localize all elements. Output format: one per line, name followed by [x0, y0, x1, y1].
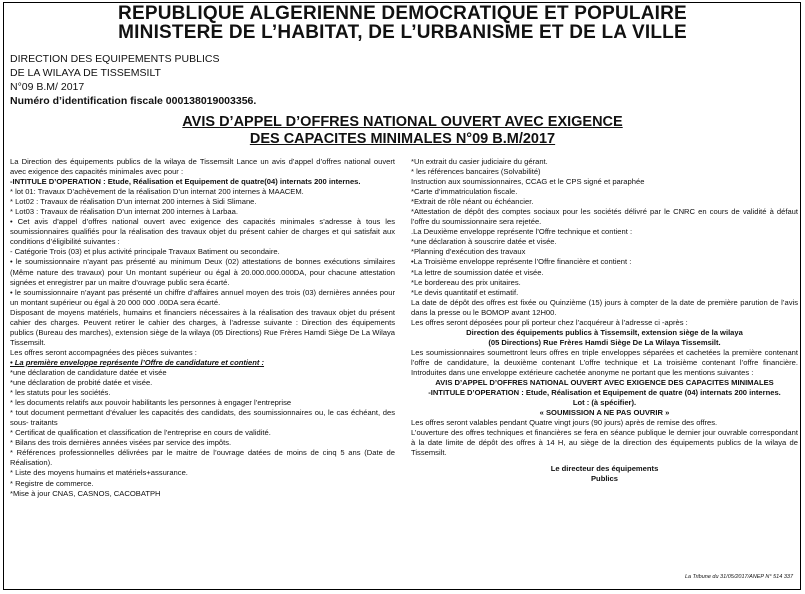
envelope-mention-4: « SOUMISSION A NE PAS OUVRIR » [539, 408, 670, 418]
doc-item: *Un extrait du casier judiciaire du gérant. [411, 157, 548, 166]
right-column [411, 157, 798, 485]
doc-item: * les statuts pour les sociétés. [10, 388, 111, 398]
envelope-mention-3: Lot : (à spécifier). [572, 398, 637, 408]
publication-reference: La Tribune du 31/05/2017/ANEP N° 514 337 [685, 574, 793, 580]
means-paragraph: Disposant de moyens matériels, humains et financiers nécessaires à la réalisation des travaux objet du présent cahier des charges. Peuvent retirer le cahier des charges, à l’adresse suivante : Direction des équipements publics (Bureau des marches), extension siège de la wilaya (05 Directions) Rue Frères Hamdi Siège De La Wilaya Tissemsilt. [10, 307, 395, 347]
doc-item: *Le devis quantitatif et estimatif. [411, 287, 519, 297]
doc-item: *Extrait de rôle néant ou échéancier. [411, 197, 534, 207]
notice-title-2: DES CAPACITES MINIMALES N°09 B.M/2017 [249, 131, 556, 147]
doc-item: *Carte d’immatriculation fiscale. [411, 187, 518, 197]
signatory-2: Publics [590, 474, 618, 484]
deadline-paragraph: La date de dépôt des offres est fixée ou Quinzième (15) jours à compter de la date de première parution de l’avis dans la presse ou le BOMOP avant 12H00. [411, 297, 798, 317]
envelope-mention-1: AVIS D’APPEL D’OFFRES NATIONAL OUVERT AVEC EXIGENCE DES CAPACITES MINIMALES [435, 378, 774, 388]
envelopes-paragraph: Les soumissionnaires soumettront leurs offres en triple enveloppes séparées et cachetées la première contenant l’offre de candidature, la deuxième contenant L’offre technique et La troisième contenant l’offre financière. Introduites dans une enveloppe extérieure cachetée anonyme ne portant que les mentions suivantes : [411, 347, 798, 377]
third-envelope-heading: •La Troisième enveloppe représente l’Offre financière et contient : [411, 257, 632, 267]
attestation-requirement: • le soumissionnaire n’ayant pas présenté au minimum Deux (02) attestations de bonnes exécutions similaires (Même nature des travaux) pour Un montant supérieur ou égal à 20.000.000.000DA, pour chacune attestation signées et enregistrer par un maitre d’ouvrage public sera écarté. [10, 257, 395, 287]
validity-paragraph: Les offres seront valables pendant Quatre vingt jours (90 jours) après de remise des offres. [411, 418, 718, 428]
documents-intro: Les offres seront accompagnées des pièces suivantes : [10, 347, 197, 357]
deposit-address-1: Direction des équipements publics à Tissemsilt, extension siège de la wilaya [466, 327, 743, 337]
doc-item: *Planning d’exécution des travaux [411, 247, 526, 257]
left-column [10, 157, 395, 499]
signatory-1: Le directeur des équipements [550, 464, 659, 474]
turnover-requirement: • le soumissionnaire n’ayant pas présenté un chiffre d’affaires annuel moyen des trois (03) dernières années pour un montant supérieur ou égal à 20 000 000 .00DA sera écarté. [10, 287, 395, 307]
second-envelope-heading: .La Deuxième enveloppe représente l’Offre technique et contient : [411, 227, 633, 237]
lot-3: * Lot03 : Travaux de réalisation D’un internat 200 internes à Larbaa. [10, 207, 238, 217]
doc-item: * Bilans des trois dernières années visées par service des impôts. [10, 438, 232, 448]
doc-item: *Le bordereau des prix unitaires. [411, 277, 521, 287]
doc-item: * Liste des moyens humains et matériels+assurance. [10, 468, 188, 478]
lot-1: * lot 01: Travaux D’achèvement de la réalisation D’un internat 200 internes à MAACEM. [10, 187, 304, 197]
doc-item: * tout document permettant d’évaluer les capacités des candidats, des soumissionnaires ou, le cas échéant, des sous- traitants [10, 408, 395, 428]
doc-item: * les documents relatifs aux pouvoir habilitants les personnes à engager l’entreprise [10, 398, 292, 408]
doc-item: Instruction aux soumissionnaires, CCAG et le CPS signé et paraphée [411, 177, 645, 187]
notice-title-1: AVIS D’APPEL D’OFFRES NATIONAL OUVERT AVEC EXIGENCE [182, 114, 623, 130]
lot-2: * Lot02 : Travaux de réalisation D’un internat 200 internes à Sidi Slimane. [10, 197, 257, 207]
deposit-address-2: (05 Directions) Rue Frères Hamdi Siège De La Wilaya Tissemsilt. [488, 337, 721, 347]
doc-item: *une déclaration de candidature datée et visée [10, 367, 167, 377]
envelope-mention-2: -INTITULE D’OPERATION : Etude, Réalisation et Equipement de quatre (04) internats 200 internes. [428, 388, 781, 398]
category-requirement: - Catégorie Trois (03) et plus activité principale Travaux Batiment ou secondaire. [10, 247, 280, 257]
intro-paragraph: La Direction des équipements publics de la wilaya de Tissemsilt Lance un avis d’appel d’offres national ouvert avec exigence des capacités minimales avec pour : [10, 157, 395, 177]
doc-item: * Registre de commerce. [10, 478, 94, 488]
doc-item: *une déclaration de probité datée et visée. [10, 378, 153, 388]
eligibility-paragraph: • Cet avis d’appel d’offres national ouvert avec exigence des capacités minimales s’adresse à tous les soumissionnaires qualifiés pour la réalisation des travaux objet du présent cahier de charges et qui satisfait aux conditions d’éligibilité suivantes : [10, 217, 395, 247]
issuer-line-1: DIRECTION DES EQUIPEMENTS PUBLICS [10, 53, 220, 65]
issuer-line-2: DE LA WILAYA DE TISSEMSILT [10, 67, 161, 79]
opening-paragraph: L’ouverture des offres techniques et financières se fera en séance publique le dernier jour ouvrable correspondant à la date limite de dépôt des offres à 14 H, au siège de la direction des équipements publics de la wilaya de Tissemsilt. [411, 428, 798, 458]
deposit-paragraph: Les offres seront déposées pour pli porteur chez l’acquéreur à l’adresse ci -après : [411, 317, 688, 327]
ministry-heading: MINISTERE DE L’HABITAT, DE L’URBANISME ET DE LA VILLE [118, 22, 687, 43]
doc-item: *une déclaration à souscrire datée et visée. [411, 237, 557, 247]
doc-item: *Attestation de dépôt des comptes sociaux pour les sociétés délivré par le CNRC en cours de validité à défaut l’offre du soumissionnaire sera rejetée. [411, 207, 798, 227]
first-envelope-heading: • La première enveloppe représente l’Offre de candidature et contient : [10, 357, 265, 367]
doc-item: * Références professionnelles délivrées par le maitre de l’ouvrage datées de moins de cinq 5 ans (Date de Réalisation). [10, 448, 395, 468]
republic-heading: REPUBLIQUE ALGERIENNE DEMOCRATIQUE ET POPULAIRE [118, 3, 687, 24]
operation-title: -INTITULE D’OPERATION : Etude, Réalisation et Equipement de quatre(04) internats 200 internes. [10, 177, 361, 187]
doc-item: *La lettre de soumission datée et visée. [411, 267, 544, 277]
doc-item: * Certificat de qualification et classification de l’entreprise en cours de validité. [10, 428, 271, 438]
doc-item: * les références bancaires (Solvabilité) [411, 167, 541, 177]
reference-number: N°09 B.M/ 2017 [10, 81, 85, 93]
tax-id: Numéro d’identification fiscale 000138019003356. [10, 95, 257, 107]
doc-item: *Mise à jour CNAS, CASNOS, CACOBATPH [10, 488, 161, 498]
